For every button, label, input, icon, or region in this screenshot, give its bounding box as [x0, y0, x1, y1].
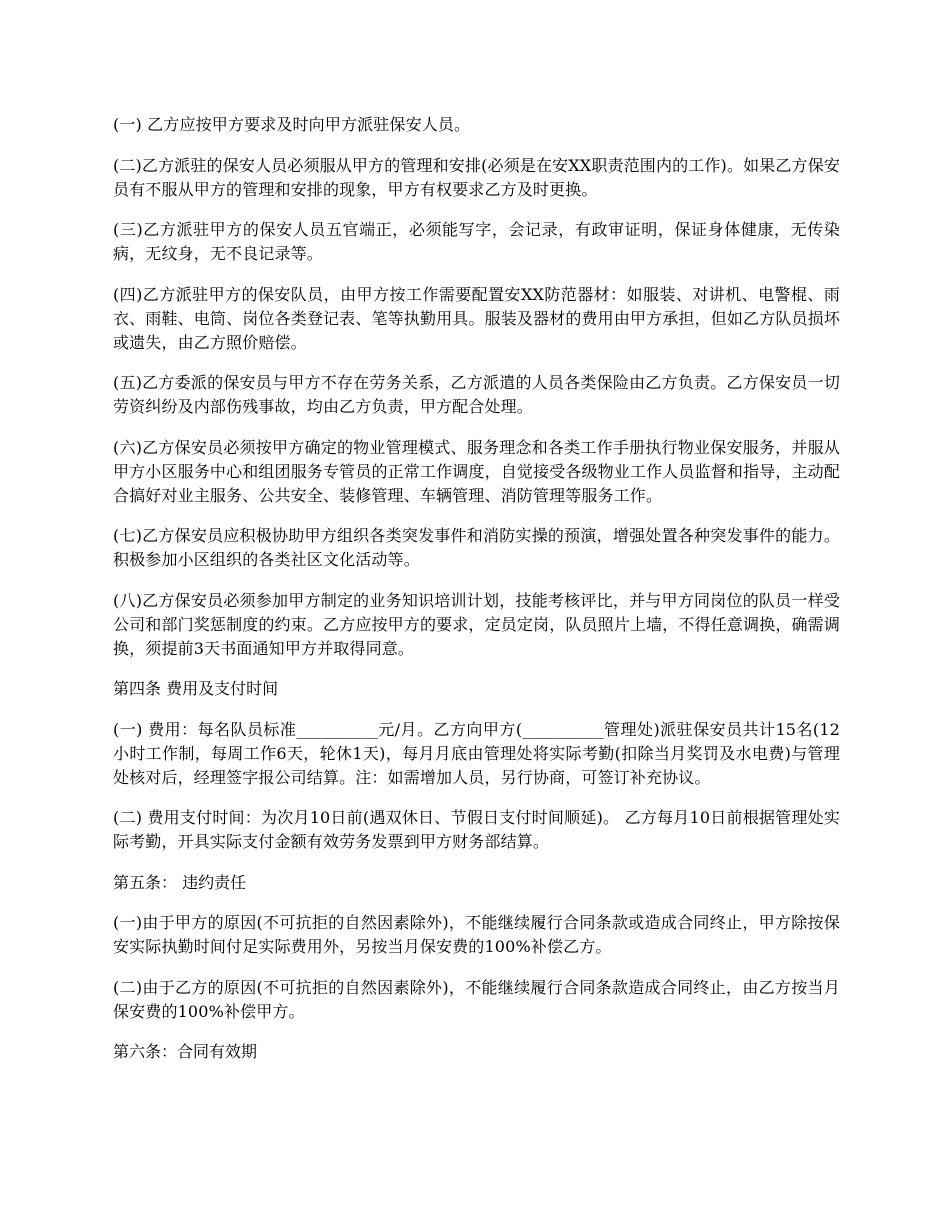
- clause-paragraph: (二)由于乙方的原因(不可抗拒的自然因素除外)，不能继续履行合同条款造成合同终止，由乙方按当月保安费的100%补偿甲方。: [113, 977, 840, 1021]
- clause-paragraph: (六)乙方保安员必须按甲方确定的物业管理模式、服务理念和各类工作手册执行物业保安服务，并服从甲方小区服务中心和组团服务专管员的正常工作调度，自觉接受各级物业工作人员监督和指导，主动配合搞好对业主服务、公共安全、装修管理、车辆管理、消防管理等服务工作。: [113, 437, 840, 505]
- clause-paragraph: (三)乙方派驻甲方的保安人员五官端正，必须能写字，会记录，有政审证明，保证身体健康，无传染病，无纹身，无不良记录等。: [113, 220, 840, 263]
- clause-paragraph: (八)乙方保安员必须参加甲方制定的业务知识培训计划，技能考核评比，并与甲方同岗位的队员一样受公司和部门奖惩制度的约束。乙方应按甲方的要求，定员定岗，队员照片上墙，不得任意调换，确需调换，须提前3天书面通知甲方并取得同意。: [113, 590, 840, 658]
- clause-paragraph: (一)由于甲方的原因(不可抗拒的自然因素除外)，不能继续履行合同条款或造成合同终止，甲方除按保安实际执勤时间付足实际费用外，另按当月保安费的100%补偿乙方。: [113, 913, 840, 956]
- clause-paragraph: (一) 乙方应按甲方要求及时向甲方派驻保安人员。: [113, 115, 471, 134]
- section-heading-article-5: 第五条： 违约责任: [113, 872, 247, 892]
- clause-paragraph: (一) 费用：每名队员标准__________元/月。乙方向甲方(__________管理处)派驻保安员共计15名(12小时工作制，每周工作6天，轮休1天)，每月月底由管理处将实际考勤(扣除当月奖罚及水电费)与管理处核对后，经理签字报公司结算。注：如需增加人员，另行协商，可签订补充协议。: [113, 719, 840, 787]
- clause-paragraph: (五)乙方委派的保安员与甲方不存在劳务关系，乙方派遣的人员各类保险由乙方负责。乙方保安员一切劳资纠纷及内部伤残事故，均由乙方负责，甲方配合处理。: [113, 373, 840, 416]
- clause-paragraph: (四)乙方派驻甲方的保安队员，由甲方按工作需要配置安XX防范器材：如服装、对讲机、电警棍、雨衣、雨鞋、电筒、岗位各类登记表、笔等执勤用具。服装及器材的费用由甲方承担，但如乙方队员损坏或遗失，由乙方照价赔偿。: [113, 284, 840, 352]
- section-heading-article-6: 第六条：合同有效期: [113, 1042, 258, 1061]
- clause-paragraph: (二) 费用支付时间：为次月10日前(遇双休日、节假日支付时间顺延)。 乙方每月10日前根据管理处实际考勤，开具实际支付金额有效劳务发票到甲方财务部结算。: [113, 808, 840, 851]
- clause-paragraph: (七)乙方保安员应积极协助甲方组织各类突发事件和消防实操的预演，增强处置各种突发事件的能力。积极参加小区组织的各类社区文化活动等。: [113, 526, 840, 569]
- section-heading-article-4: 第四条 费用及支付时间: [113, 679, 279, 698]
- clause-paragraph: (二)乙方派驻的保安人员必须服从甲方的管理和安排(必须是在安XX职责范围内的工作)。如果乙方保安员有不服从甲方的管理和安排的现象，甲方有权要求乙方及时更换。: [113, 155, 840, 199]
